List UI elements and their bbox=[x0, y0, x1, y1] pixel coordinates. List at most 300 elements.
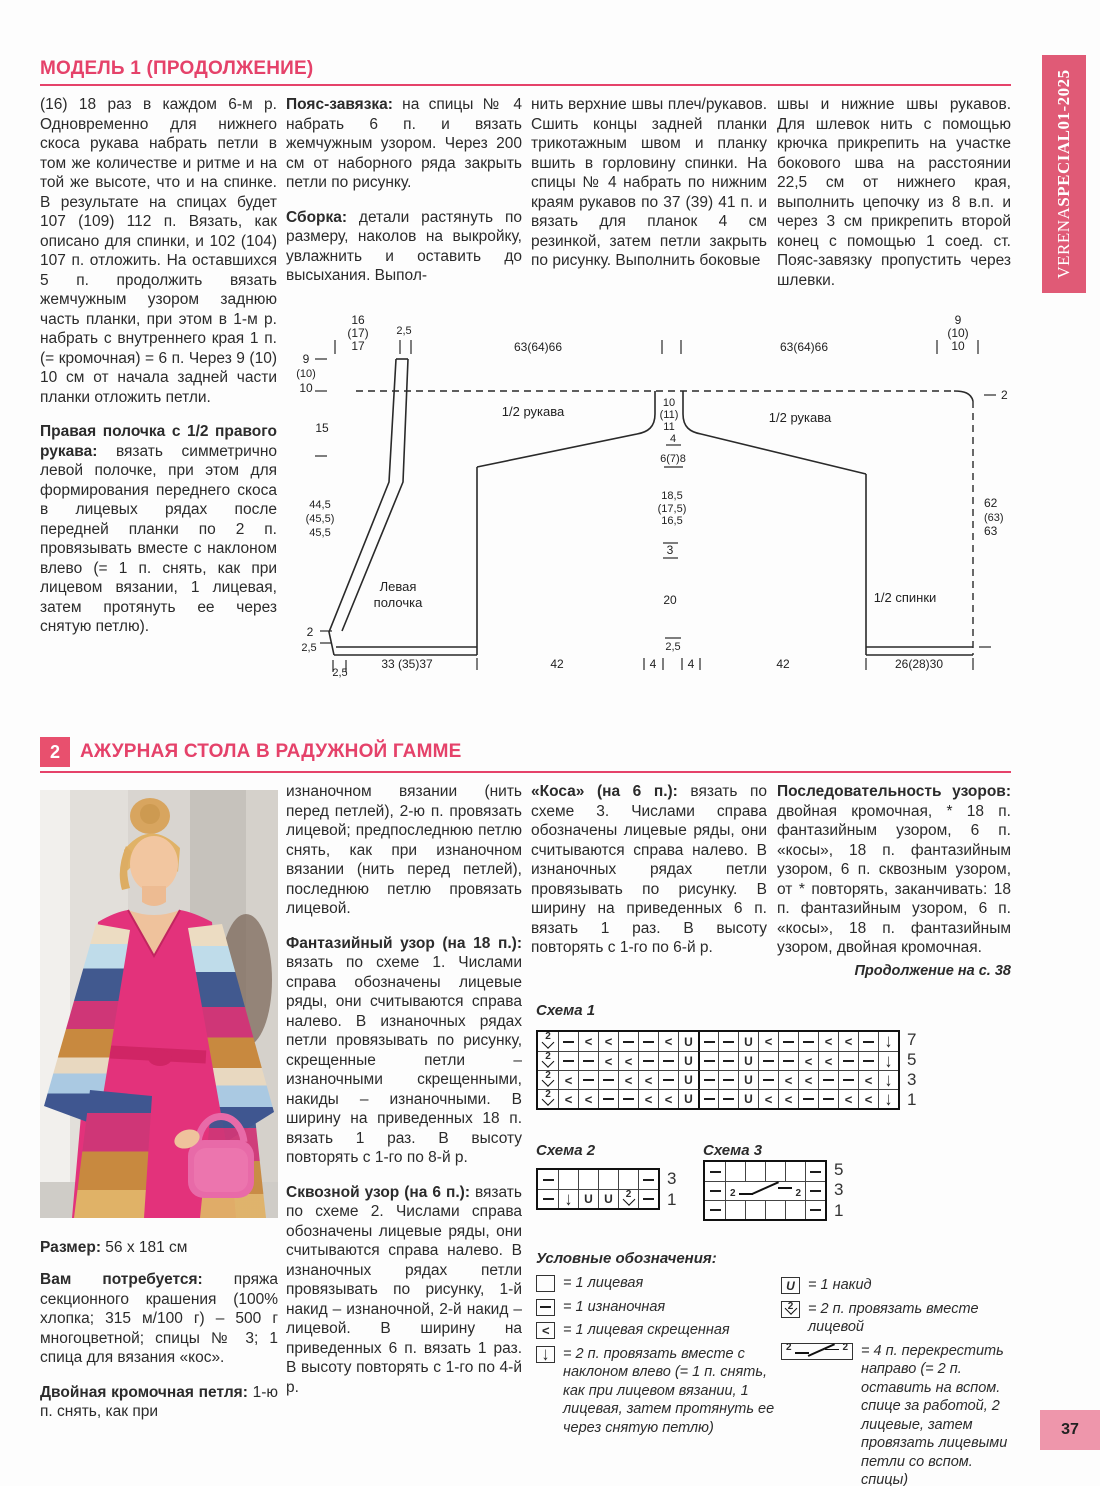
legend-item bbox=[781, 1276, 1013, 1295]
dim-label: 2,5 bbox=[665, 641, 681, 653]
legend-symbol-u bbox=[781, 1277, 800, 1294]
stitch-symbol-p bbox=[823, 1079, 834, 1081]
chart-cell-p bbox=[538, 1170, 558, 1189]
legend-text: = 1 лицевая скрещенная bbox=[563, 1322, 730, 1338]
stitch-symbol-p bbox=[823, 1098, 834, 1100]
chart-cell-tog bbox=[618, 1189, 638, 1208]
chart-cell-p bbox=[778, 1032, 798, 1051]
chart-row bbox=[705, 1181, 825, 1200]
chart-cell-k bbox=[765, 1162, 785, 1181]
stitch-symbol-tog: 2 bbox=[782, 1302, 799, 1317]
stitch-symbol-p bbox=[723, 1098, 734, 1100]
stitch-symbol-x: < bbox=[784, 1091, 793, 1107]
row-number: 5 bbox=[834, 1160, 844, 1180]
text: 1-ю п. снять, как при bbox=[40, 1383, 279, 1420]
stitch-symbol-p bbox=[710, 1171, 721, 1173]
dim-label: 62 bbox=[984, 496, 998, 510]
dim-label: 10 bbox=[662, 397, 676, 409]
stitch-symbol-u: U bbox=[744, 1054, 753, 1068]
dim-label: 6(7)8 bbox=[660, 453, 686, 465]
chart-cell-p bbox=[818, 1070, 838, 1089]
legend-text: = 4 п. перекрестить направо (= 2 п. оставить на вспом. спице за работой, 2 лицевые, затем провязать лицевыми петли со вспом. спицы) bbox=[861, 1342, 1008, 1486]
stitch-symbol-p bbox=[783, 1041, 794, 1043]
stitch-symbol-sl: ↓ bbox=[564, 1188, 573, 1210]
chart-cell-p bbox=[618, 1032, 638, 1051]
stitch-symbol-sl: ↓ bbox=[541, 1343, 550, 1365]
paragraph bbox=[40, 1270, 278, 1368]
stitch-symbol-p bbox=[843, 1060, 854, 1062]
stitch-symbol-p bbox=[783, 1060, 794, 1062]
stitch-symbol-p bbox=[663, 1079, 674, 1081]
piece-label: Левая bbox=[379, 579, 417, 594]
paragraph bbox=[531, 782, 767, 958]
chart-cell-u bbox=[678, 1070, 698, 1089]
chart-cell-u bbox=[678, 1089, 698, 1108]
chart-cell-c4 bbox=[725, 1181, 805, 1200]
dim-label: (10) bbox=[296, 368, 316, 380]
chart-row bbox=[538, 1089, 898, 1108]
stitch-symbol-x: < bbox=[584, 1091, 593, 1107]
piece-label: 1/2 спинки bbox=[873, 590, 937, 605]
bold-lead: Последовательность узоров: bbox=[777, 783, 1011, 800]
legend-item bbox=[536, 1274, 778, 1293]
stitch-symbol-p bbox=[563, 1060, 574, 1062]
paragraph bbox=[286, 208, 522, 286]
chart-cell-p bbox=[638, 1032, 658, 1051]
stitch-symbol-p bbox=[710, 1190, 721, 1192]
stitch-symbol-x: < bbox=[764, 1091, 773, 1107]
chart-cell-p bbox=[698, 1089, 718, 1108]
stitch-symbol-p bbox=[863, 1060, 874, 1062]
legend-item bbox=[536, 1298, 778, 1317]
schema3-title: Схема 3 bbox=[703, 1142, 763, 1159]
chart-cell-sl bbox=[878, 1070, 898, 1089]
chart-cell-k bbox=[725, 1200, 745, 1219]
legend-text: = 2 п. провязать вместе лицевой bbox=[808, 1300, 979, 1335]
stitch-symbol-p bbox=[623, 1098, 634, 1100]
stitch-symbol-p bbox=[583, 1079, 594, 1081]
chart-cell-p bbox=[798, 1032, 818, 1051]
stitch-symbol-u: U bbox=[584, 1192, 593, 1206]
legend-symbol-k bbox=[536, 1275, 555, 1292]
dim-label: 17 bbox=[351, 339, 365, 353]
row-number: 5 bbox=[907, 1050, 917, 1069]
stitch-symbol-p bbox=[623, 1041, 634, 1043]
stitch-symbol-x: < bbox=[804, 1072, 813, 1088]
stitch-symbol-p bbox=[810, 1171, 821, 1173]
stitch-symbol-p bbox=[704, 1060, 715, 1062]
s2-column-4 bbox=[777, 782, 1011, 981]
chart-cell-p bbox=[838, 1051, 858, 1070]
chart-cell-p bbox=[838, 1070, 858, 1089]
chart-cell-x bbox=[858, 1070, 878, 1089]
s1-column-1 bbox=[40, 95, 277, 652]
chart-cell-p bbox=[758, 1070, 778, 1089]
stitch-symbol-u: U bbox=[684, 1073, 693, 1087]
stitch-symbol-x: < bbox=[604, 1034, 613, 1049]
paragraph bbox=[777, 782, 1011, 958]
chart-cell-p bbox=[718, 1032, 738, 1051]
paragraph bbox=[777, 95, 1011, 290]
dim-label: 3 bbox=[666, 543, 674, 557]
caption-label: Размер: bbox=[40, 1239, 101, 1256]
text: изнаночном вязании (нить перед петлей), 2-ю п. провязать лицевой; предпоследнюю петлю снять, как при изнаночном вязании (нить перед петлей), последнюю петлю провязать лицевой. bbox=[286, 783, 522, 917]
bold-lead: «Коса» (на 6 п.): bbox=[531, 783, 678, 800]
legend-item bbox=[781, 1342, 1013, 1486]
chart-cell-p bbox=[698, 1032, 718, 1051]
stitch-symbol-x: < bbox=[624, 1053, 633, 1069]
chart-cell-x bbox=[818, 1051, 838, 1070]
dim-label: 9 bbox=[954, 313, 962, 327]
dim-label: 10 bbox=[951, 339, 965, 353]
bold-lead: Двойная кромочная петля: bbox=[40, 1383, 248, 1401]
chart-cell-p bbox=[805, 1200, 825, 1219]
chart-cell-p bbox=[558, 1032, 578, 1051]
legend-symbol-c4 bbox=[781, 1343, 853, 1360]
chart-cell-k bbox=[745, 1162, 765, 1181]
stitch-symbol-p bbox=[863, 1041, 874, 1043]
stitch-symbol-p bbox=[643, 1179, 654, 1181]
bold-lead: Фантазийный узор (на 18 п.): bbox=[286, 934, 522, 952]
bold-lead: Правая полочка с 1/2 правого рукава: bbox=[40, 423, 277, 460]
legend-item bbox=[536, 1321, 778, 1340]
dim-label: 2,5 bbox=[396, 325, 412, 337]
piece-label: 1/2 рукава bbox=[501, 404, 565, 419]
dim-label: (17,5) bbox=[657, 503, 687, 515]
chart-cell-x bbox=[818, 1032, 838, 1051]
stitch-symbol-p bbox=[663, 1060, 674, 1062]
chart-cell-x bbox=[858, 1089, 878, 1108]
dim-label: 2 bbox=[1001, 388, 1008, 402]
dim-label: 42 bbox=[550, 657, 564, 671]
dim-label: 15 bbox=[315, 421, 329, 435]
chart-cell-x bbox=[578, 1032, 598, 1051]
stitch-symbol-x: < bbox=[864, 1091, 873, 1107]
chart-cell-u bbox=[678, 1051, 698, 1070]
chart-cell-x bbox=[758, 1032, 778, 1051]
section2-header bbox=[40, 737, 462, 767]
stitch-symbol-sl: ↓ bbox=[884, 1069, 893, 1091]
bold-lead: Вам потребуется: bbox=[40, 1271, 203, 1288]
stitch-symbol-p bbox=[723, 1079, 734, 1081]
chart-cell-x bbox=[598, 1032, 618, 1051]
stitch-symbol-tog: 2 bbox=[538, 1052, 558, 1070]
chart-cell-u bbox=[738, 1070, 758, 1089]
stitch-symbol-u: U bbox=[684, 1034, 693, 1049]
legend-left-column bbox=[536, 1274, 778, 1442]
chart-cell-tog bbox=[538, 1070, 558, 1089]
chart-cell-sl bbox=[878, 1051, 898, 1070]
stitch-symbol-x: < bbox=[624, 1072, 633, 1088]
chart-cell-u bbox=[598, 1189, 618, 1208]
paragraph bbox=[40, 422, 277, 637]
chart-cell-p bbox=[638, 1170, 658, 1189]
legend-item bbox=[536, 1345, 778, 1438]
dim-label: 63(64)66 bbox=[779, 340, 829, 354]
row-numbers bbox=[660, 1168, 676, 1210]
stitch-symbol-c4: 2 2 bbox=[726, 1182, 805, 1200]
chart-cell-p bbox=[758, 1051, 778, 1070]
dim-label: 20 bbox=[663, 593, 677, 607]
legend-symbol-x bbox=[536, 1322, 555, 1339]
dim-label: 2,5 bbox=[332, 667, 348, 679]
chart-cell-u bbox=[678, 1032, 698, 1051]
stitch-symbol-x: < bbox=[584, 1034, 593, 1049]
stitch-symbol-p bbox=[563, 1041, 574, 1043]
text: пряжа секционного крашения (100% хлопка; 315 м/100 г) – 500 г многоцветной; спицы № 3; 1 спица для вязания «кос». bbox=[40, 1271, 279, 1366]
stitch-symbol-x: < bbox=[844, 1034, 853, 1049]
dim-label: 63(64)66 bbox=[513, 340, 563, 354]
stitch-symbol-sl: ↓ bbox=[884, 1030, 893, 1053]
issue-ribbon bbox=[1042, 55, 1086, 293]
legend-symbol-sl bbox=[536, 1343, 555, 1365]
dim-label: 4 bbox=[649, 657, 657, 671]
stitch-symbol-x: < bbox=[804, 1053, 813, 1069]
chart-cell-tog bbox=[538, 1051, 558, 1070]
paragraph bbox=[286, 934, 522, 1168]
dim-label: 33 (35)37 bbox=[381, 657, 433, 671]
chart-cell-x bbox=[618, 1051, 638, 1070]
chart-cell-tog bbox=[538, 1032, 558, 1051]
stitch-symbol-x: < bbox=[664, 1034, 673, 1049]
stitch-symbol-p bbox=[704, 1041, 715, 1043]
stitch-symbol-p bbox=[763, 1079, 774, 1081]
photo-caption bbox=[40, 1238, 278, 1258]
text: швы и нижние швы рукавов. Для шлевок нить с помощью крючка прикрепить на участке бокового шва на расстоянии 22,5 см от нижнего края, выполнить цепочку из 8 в.п. и через 3 см прикрепить второй конец с помощью 1 соед. ст. Пояс-завязку пропустить через шлевки. bbox=[777, 96, 1011, 289]
chart-cell-p bbox=[805, 1162, 825, 1181]
stitch-symbol-u: U bbox=[786, 1278, 795, 1293]
legend-right-column bbox=[781, 1276, 1013, 1486]
legend-symbol-p bbox=[536, 1299, 555, 1316]
dim-label: (10) bbox=[947, 326, 969, 340]
chart-cell-x bbox=[838, 1032, 858, 1051]
text: вязать по схеме 2. Числами справа обозначены лицевые ряды, они считываются справа налево. В изнаночных рядах петли провязывать по рисунку, 1-й накид – изнаночной, 2-й накид – лицевой. В ширину на приведенных 6 п. вязать 1 раз. В высоту повторять с 1-го по 4-й р. bbox=[286, 1183, 522, 1396]
row-numbers bbox=[900, 1030, 916, 1110]
stitch-symbol-x: < bbox=[564, 1072, 573, 1088]
stitch-symbol-p bbox=[710, 1209, 721, 1211]
caption-value: 56 x 181 см bbox=[100, 1239, 188, 1256]
chart-row bbox=[705, 1162, 825, 1181]
chart-cell-p bbox=[698, 1051, 718, 1070]
s2-column-3 bbox=[531, 782, 767, 973]
chart-cell-k bbox=[558, 1170, 578, 1189]
ribbon-special: SPECIAL bbox=[1054, 129, 1073, 207]
stitch-symbol-x: < bbox=[644, 1072, 653, 1088]
dim-label: 11 bbox=[663, 421, 675, 433]
chart-cell-sl bbox=[558, 1189, 578, 1208]
chart-cell-p bbox=[818, 1089, 838, 1108]
chart-row bbox=[538, 1051, 898, 1070]
ribbon-brand: VERENA bbox=[1054, 206, 1073, 279]
chart-cell-x bbox=[778, 1070, 798, 1089]
chart-cell-x bbox=[798, 1051, 818, 1070]
legend-text: = 1 лицевая bbox=[563, 1275, 644, 1291]
chart-cell-p bbox=[858, 1032, 878, 1051]
stitch-symbol-p bbox=[704, 1079, 715, 1081]
dim-label: 9 bbox=[302, 352, 310, 366]
chart-cell-x bbox=[778, 1089, 798, 1108]
stitch-symbol-p bbox=[643, 1041, 654, 1043]
row-number: 3 bbox=[907, 1070, 917, 1089]
dim-label: 26(28)30 bbox=[894, 657, 944, 671]
text: на спицы № 4 набрать 6 п. и вязать жемчужным узором. Через 200 см от наборного ряда закрыть петли по рисунку. bbox=[286, 96, 522, 191]
chart-grid bbox=[703, 1160, 827, 1221]
chart-cell-k bbox=[578, 1170, 598, 1189]
chart-cell-u bbox=[578, 1189, 598, 1208]
schema1-title: Схема 1 bbox=[536, 1002, 596, 1019]
schema-1-chart bbox=[536, 1030, 916, 1110]
chart-cell-p bbox=[638, 1051, 658, 1070]
dim-label: (63) bbox=[984, 512, 1004, 524]
stitch-symbol-x: < bbox=[541, 1323, 550, 1338]
stitch-symbol-p bbox=[704, 1098, 715, 1100]
dim-label: 18,5 bbox=[661, 490, 683, 502]
chart-cell-p bbox=[658, 1070, 678, 1089]
text: (16) 18 раз в каждом 6-м р. Одновременно для нижнего скоса рукава набрать петли в том же количестве и ритме и на той же высоте, что и на спинке. В результате на спицах будет 107 (109) 112 п. Вязать, как описано для спинки, и 102 (104) 107 п. отложить. На оставшихся 5 п. продолжить вязать жемчужным узором заднюю часть планки, при этом в 1-м р. набрать с внутреннего края 1 п. (= кромочная) = 6 п. Через 9 (10) 10 см от начала задней части планки отложить петли. bbox=[40, 96, 277, 406]
chart-cell-u bbox=[738, 1089, 758, 1108]
chart-cell-x bbox=[598, 1051, 618, 1070]
chart-cell-sl bbox=[878, 1032, 898, 1051]
paragraph bbox=[286, 1183, 522, 1398]
stitch-symbol-tog: 2 bbox=[619, 1190, 638, 1208]
chart-cell-x bbox=[758, 1089, 778, 1108]
chart-cell-k bbox=[785, 1200, 805, 1219]
chart-cell-k bbox=[618, 1170, 638, 1189]
paragraph bbox=[40, 1383, 278, 1422]
dim-label: 16,5 bbox=[661, 515, 683, 527]
chart-cell-k bbox=[765, 1200, 785, 1219]
stitch-symbol-u: U bbox=[744, 1073, 753, 1087]
stitch-symbol-x: < bbox=[824, 1034, 833, 1049]
stitch-symbol-p bbox=[723, 1060, 734, 1062]
s2-column-1 bbox=[40, 1270, 278, 1437]
dim-label: 4 bbox=[669, 433, 677, 445]
bold-lead: Сквозной узор (на 6 п.): bbox=[286, 1183, 470, 1201]
page-number: 37 bbox=[1040, 1410, 1100, 1450]
chart-cell-p bbox=[598, 1070, 618, 1089]
dim-label: (11) bbox=[659, 409, 679, 421]
chart-row bbox=[538, 1170, 658, 1189]
dim-label: 16 bbox=[351, 313, 365, 327]
dim-label: 2 bbox=[306, 625, 314, 639]
text: двойная кромочная, * 18 п. фантазийным узором, 6 п. «косы», 18 п. фантазийным узором, 6 п. сквозным узором, от * повторять, заканчивать: 18 п. фантазийным узором, 6 п. «косы», 18 п. фантазийным узором, двойная кромочная. bbox=[777, 802, 1011, 956]
stitch-symbol-p bbox=[810, 1209, 821, 1211]
chart-cell-p bbox=[705, 1162, 725, 1181]
stitch-symbol-x: < bbox=[764, 1034, 773, 1049]
text: детали растянуть по размеру, наколов на выкройку, увлажнить и оставить до высыхания. Выпол- bbox=[286, 208, 522, 284]
chart-cell-x bbox=[658, 1089, 678, 1108]
dim-label: (45,5) bbox=[305, 513, 335, 525]
piece-label: 1/2 рукава bbox=[768, 410, 832, 425]
chart-row bbox=[538, 1032, 898, 1051]
chart-cell-u bbox=[738, 1051, 758, 1070]
section1-title: МОДЕЛЬ 1 (ПРОДОЛЖЕНИЕ) bbox=[40, 58, 314, 79]
chart-cell-x bbox=[618, 1070, 638, 1089]
chart-row bbox=[705, 1200, 825, 1219]
dim-label: 45,5 bbox=[309, 527, 331, 539]
model-photo bbox=[40, 790, 278, 1218]
schema-2-chart bbox=[536, 1168, 676, 1210]
dim-label: 44,5 bbox=[309, 499, 331, 511]
stitch-symbol-p bbox=[643, 1060, 654, 1062]
dim-label: 4 bbox=[687, 657, 695, 671]
chart-cell-u bbox=[738, 1032, 758, 1051]
text: вязать по схеме 3. Числами справа обозначены лицевые ряды, они считываются справа налево. В изнаночных рядах петли провязывать по рисунку. В ширину на приведенных 6 п. вязать 1 раз. В высоту повторять с 1-го по 6-й р. bbox=[531, 783, 767, 956]
row-number: 1 bbox=[667, 1189, 677, 1209]
chart-cell-p bbox=[698, 1070, 718, 1089]
row-number: 3 bbox=[667, 1168, 677, 1188]
knitting-schematic bbox=[292, 310, 1012, 690]
chart-cell-p bbox=[658, 1051, 678, 1070]
chart-cell-p bbox=[638, 1189, 658, 1208]
stitch-symbol-tog: 2 bbox=[538, 1071, 558, 1089]
stitch-symbol-u: U bbox=[684, 1092, 693, 1106]
chart-cell-p bbox=[618, 1089, 638, 1108]
chart-cell-x bbox=[638, 1070, 658, 1089]
chart-cell-x bbox=[558, 1070, 578, 1089]
row-numbers bbox=[827, 1160, 843, 1221]
stitch-symbol-sl: ↓ bbox=[884, 1050, 893, 1072]
dim-label: 63 bbox=[984, 524, 998, 538]
chart-cell-p bbox=[705, 1181, 725, 1200]
stitch-symbol-p bbox=[543, 1179, 554, 1181]
legend-symbol-tog bbox=[781, 1301, 800, 1318]
dim-label: 2,5 bbox=[301, 642, 317, 654]
chart-cell-x bbox=[558, 1089, 578, 1108]
stitch-symbol-u: U bbox=[744, 1034, 753, 1049]
stitch-symbol-x: < bbox=[844, 1091, 853, 1107]
chart-cell-p bbox=[718, 1089, 738, 1108]
text: нить верхние швы плеч/рукавов. Сшить концы задней планки трикотажным швом и планку вшить в горловину спинки. На спицы № 4 набрать по нижним краям рукавов по 37 (39) 41 п. и вязать для планок 4 см резинкой, затем петли закрыть по рисунку. Выполнить боковые bbox=[531, 96, 767, 269]
legend-title: Условные обозначения: bbox=[536, 1250, 717, 1267]
section2-rule bbox=[40, 771, 1011, 773]
text: вязать по схеме 1. Числами справа обозначены лицевые ряды, они считываются справа налево. В изнаночных рядах петли провязывать по рисунку, скрещенные петли – изнаночными скрещенными, накиды – изнаночными. В ширину на приведенных 18 п. вязать 1 раз. В высоту повторять с 1-го по 8-й р. bbox=[286, 954, 522, 1166]
stitch-symbol-x: < bbox=[664, 1091, 673, 1107]
dim-label: 10 bbox=[299, 381, 313, 395]
chart-cell-p bbox=[805, 1181, 825, 1200]
stitch-symbol-p bbox=[540, 1306, 551, 1308]
row-number: 7 bbox=[907, 1030, 917, 1049]
measurement-labels bbox=[296, 313, 1008, 679]
stitch-symbol-x: < bbox=[784, 1072, 793, 1088]
chart-cell-p bbox=[718, 1070, 738, 1089]
chart-row bbox=[538, 1070, 898, 1089]
s2-column-2 bbox=[286, 782, 522, 1412]
chart-cell-p bbox=[598, 1089, 618, 1108]
chart-cell-k bbox=[598, 1170, 618, 1189]
stitch-symbol-x: < bbox=[824, 1053, 833, 1069]
dim-label: (17) bbox=[347, 326, 369, 340]
piece-label: полочка bbox=[373, 595, 423, 610]
chart-cell-p bbox=[718, 1051, 738, 1070]
bold-lead: Сборка: bbox=[286, 208, 348, 226]
schematic-outline bbox=[329, 359, 973, 655]
section2-title: АЖУРНАЯ СТОЛА В РАДУЖНОЙ ГАММЕ bbox=[80, 741, 462, 762]
stitch-symbol-p bbox=[723, 1041, 734, 1043]
stitch-symbol-u: U bbox=[604, 1192, 613, 1206]
stitch-symbol-p bbox=[843, 1079, 854, 1081]
stitch-symbol-c4: 2 2 bbox=[782, 1344, 852, 1359]
stitch-symbol-tog: 2 bbox=[538, 1090, 558, 1108]
chart-row bbox=[538, 1189, 658, 1208]
legend-item bbox=[781, 1300, 1013, 1337]
stitch-symbol-u: U bbox=[744, 1092, 753, 1106]
stitch-symbol-p bbox=[583, 1060, 594, 1062]
stitch-symbol-p bbox=[643, 1198, 654, 1200]
paragraph bbox=[286, 782, 522, 919]
chart-cell-p bbox=[538, 1189, 558, 1208]
chart-cell-x bbox=[578, 1089, 598, 1108]
